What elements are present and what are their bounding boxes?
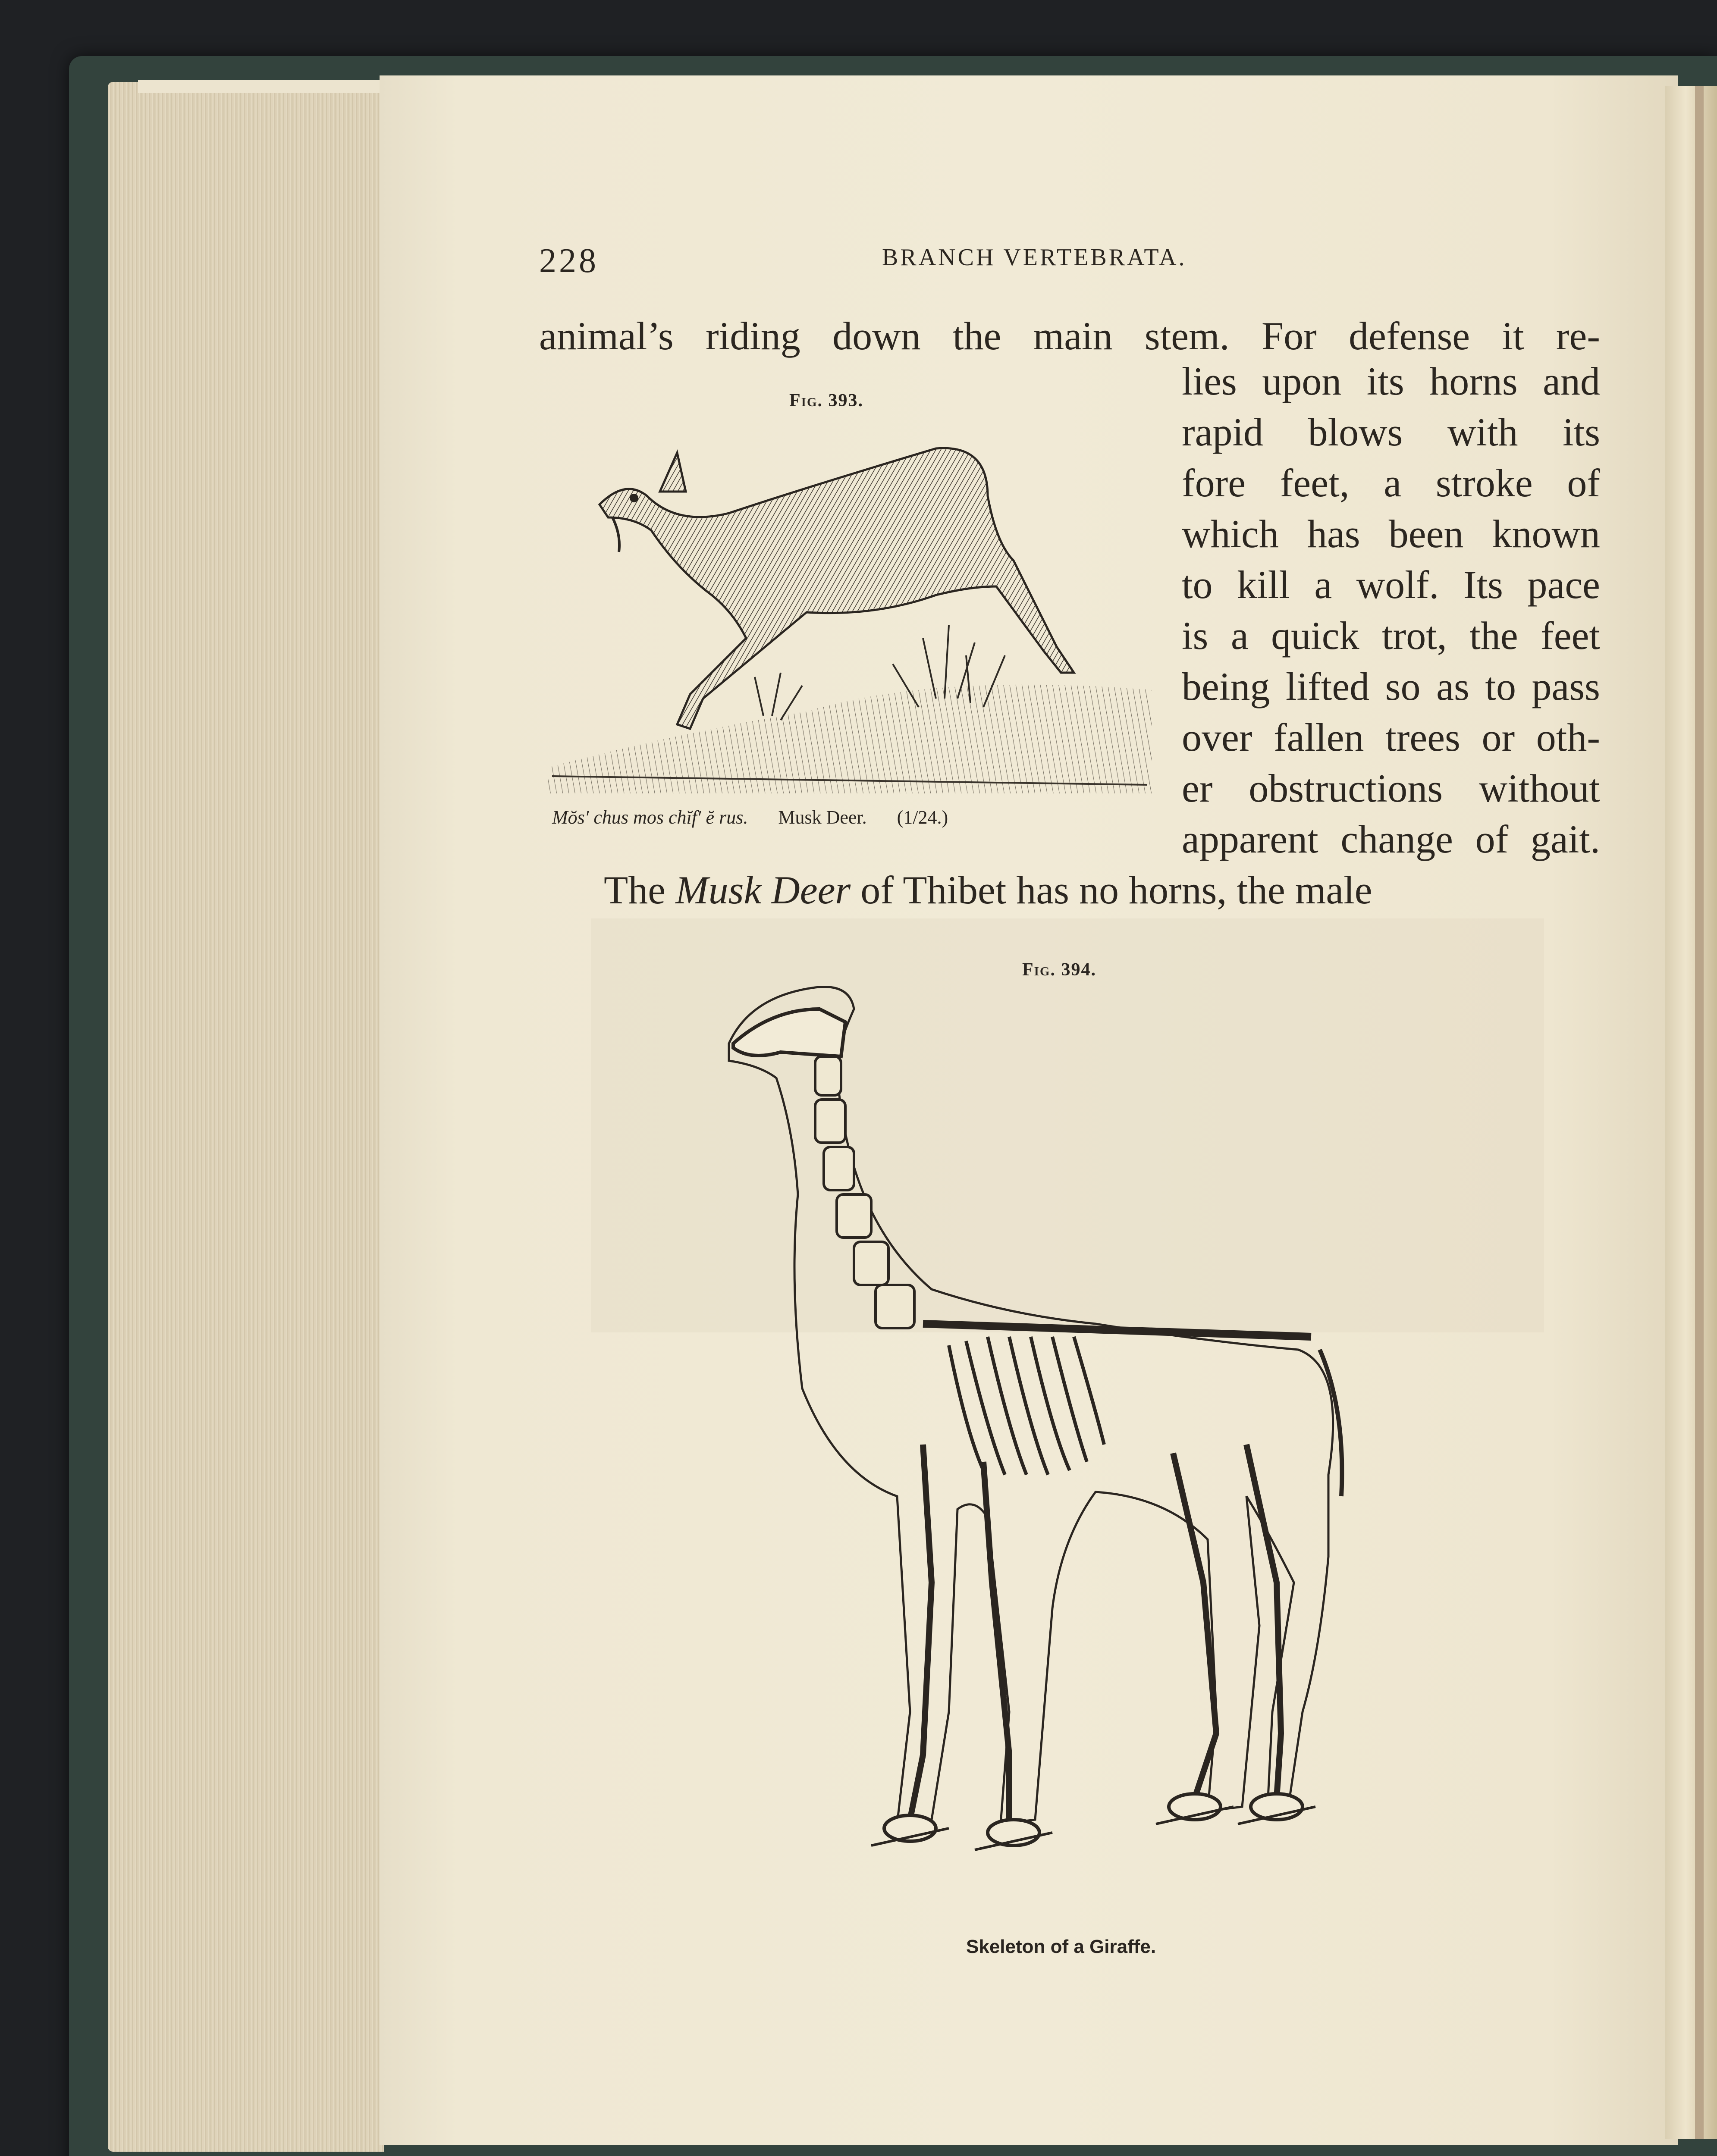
giraffe-skeleton-illustration xyxy=(707,936,1441,1927)
wrap-line-2: rapid blows with its xyxy=(1182,410,1600,454)
page-number: 228 xyxy=(539,242,599,280)
wrap-line-5: to kill a wolf. Its pace xyxy=(1182,563,1600,607)
figure-393-common-name: Musk Deer. xyxy=(778,807,867,828)
wrap-line-4: which has been known xyxy=(1182,512,1600,556)
figure-393-latin-name: Mŏs′ chus mos chĭf′ ĕ rus. xyxy=(552,807,748,828)
figure-393-label: Fig. 393. xyxy=(789,391,863,411)
wrap-line-8: over fallen trees or oth- xyxy=(1182,715,1600,759)
figure-394-caption: Skeleton of a Giraffe. xyxy=(966,1936,1156,1957)
facing-page-shadow xyxy=(1695,86,1704,2139)
body-line-last xyxy=(604,865,1600,915)
last-line-suffix: of Thibet has no horns, the male xyxy=(851,868,1372,912)
last-line-prefix: The xyxy=(604,868,676,912)
wrap-line-7: being lifted so as to pass xyxy=(1182,664,1600,708)
body-line-1: animal’s riding down the main stem. For defense it re- xyxy=(539,314,1600,358)
wrap-line-6: is a quick trot, the feet xyxy=(1182,614,1600,658)
figure-394-label: Fig. 394. xyxy=(1022,960,1096,980)
figure-393-caption xyxy=(552,806,1173,828)
musk-deer-illustration xyxy=(548,431,1152,811)
wrap-line-3: fore feet, a stroke of xyxy=(1182,461,1600,505)
figure-393-scale: (1/24.) xyxy=(897,807,948,828)
wrap-line-9: er obstructions without xyxy=(1182,766,1600,810)
facing-page-edge xyxy=(1665,86,1717,2139)
last-line-text xyxy=(604,865,1372,915)
running-head: BRANCH VERTEBRATA. xyxy=(882,244,1187,271)
musk-deer-italic: Musk Deer xyxy=(675,868,851,912)
wrap-line-1: lies upon its horns and xyxy=(1182,359,1600,403)
page-stack-top xyxy=(138,80,384,93)
page-stack xyxy=(108,82,384,2152)
wrap-line-10: apparent change of gait. xyxy=(1182,817,1600,861)
